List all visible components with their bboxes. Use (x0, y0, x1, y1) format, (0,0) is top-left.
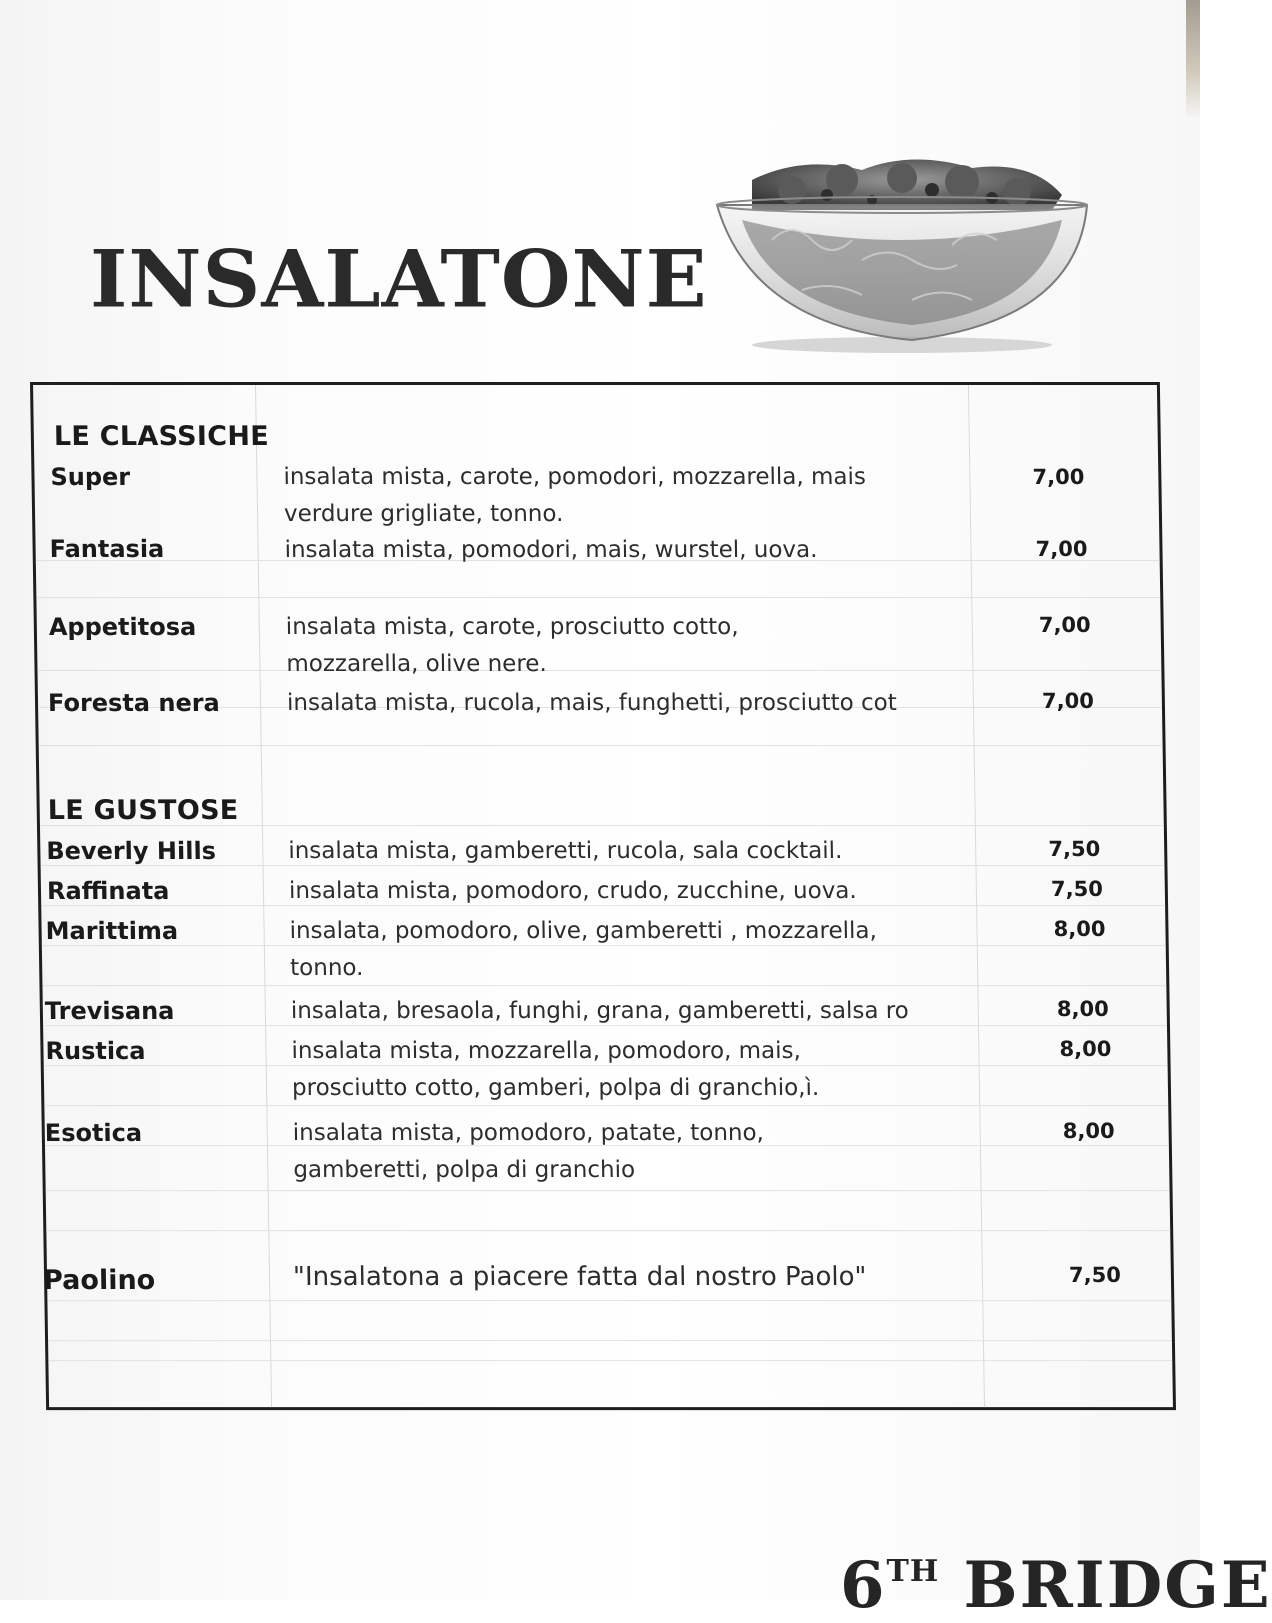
description-line: insalata mista, gamberetti, rucola, sala cocktail. (288, 838, 843, 865)
brand-word: BRIDGE (963, 1548, 1272, 1623)
item-description (284, 532, 964, 569)
item-description (291, 993, 979, 1030)
description-line: verdure grigliate, tonno. (283, 501, 564, 528)
item-description (289, 913, 976, 987)
description-line: insalata mista, carote, pomodori, mozzarella, mais (283, 464, 867, 491)
item-price: 7,00 (1035, 537, 1088, 562)
row-divider (36, 597, 1160, 598)
item-name-foresta-nera: Foresta nera (47, 689, 220, 718)
description-line: insalata mista, mozzarella, pomodoro, mais, (291, 1038, 802, 1065)
description-line: prosciutto cotto, gamberi, polpa di granchio,ì. (291, 1075, 820, 1102)
item-description (292, 1115, 979, 1189)
row-divider (39, 745, 1163, 746)
item-name-appetitosa: Appetitosa (48, 613, 197, 642)
item-price: 8,00 (1062, 1119, 1115, 1144)
menu-title: INSALATONE (90, 232, 708, 326)
section-heading-gustose: LE GUSTOSE (47, 795, 239, 827)
description-line: gamberetti, polpa di granchio (293, 1157, 636, 1184)
item-name-super: Super (50, 463, 131, 492)
row-divider (48, 1360, 1172, 1361)
item-description (287, 685, 973, 722)
description-line: insalata mista, pomodori, mais, wurstel, uova. (284, 537, 818, 564)
brand-logo (840, 1548, 1272, 1623)
item-name-rustica: Rustica (45, 1037, 146, 1066)
item-price: 7,50 (1048, 837, 1101, 862)
section-heading-classiche: LE CLASSICHE (53, 421, 270, 453)
item-price-paolino: 7,50 (1068, 1263, 1122, 1288)
item-description-paolino: "Insalatona a piacere fatta dal nostro Paolo" (292, 1262, 867, 1293)
item-price: 7,50 (1050, 877, 1104, 902)
item-name-esotica: Esotica (44, 1119, 143, 1148)
brand-number: 6 (840, 1548, 887, 1623)
description-line: insalata mista, pomodoro, crudo, zucchine, uova. (288, 878, 857, 905)
item-description (291, 1033, 978, 1107)
item-name-marittima: Marittima (45, 917, 179, 946)
item-description (288, 833, 974, 870)
description-line: insalata mista, pomodoro, patate, tonno, (292, 1120, 765, 1147)
description-line: insalata mista, rucola, mais, funghetti, prosciutto cot (286, 690, 897, 717)
item-name-paolino: Paolino (42, 1265, 156, 1297)
row-divider (46, 1230, 1170, 1231)
item-price: 7,00 (1032, 465, 1085, 490)
description-line: insalata, bresaola, funghi, grana, gamberetti, salsa ro (290, 998, 909, 1025)
row-divider (48, 1340, 1172, 1341)
item-description (286, 609, 967, 683)
item-name-trevisana: Trevisana (44, 997, 175, 1026)
item-name-raffinata: Raffinata (46, 877, 170, 906)
description-line: insalata, pomodoro, olive, gamberetti , mozzarella, (289, 918, 878, 945)
description-line: mozzarella, olive nere. (286, 651, 547, 678)
item-name-fantasia: Fantasia (49, 535, 165, 564)
item-description (289, 873, 975, 910)
item-description (283, 459, 964, 533)
row-divider (47, 1300, 1171, 1301)
item-price: 8,00 (1053, 917, 1106, 942)
item-price: 8,00 (1056, 997, 1109, 1022)
item-price: 7,00 (1038, 613, 1091, 638)
row-divider (46, 1190, 1170, 1191)
brand-suffix: TH (886, 1554, 940, 1589)
item-price: 8,00 (1059, 1037, 1112, 1062)
column-divider (255, 385, 272, 1407)
item-price: 7,00 (1041, 689, 1095, 714)
item-name-beverly-hills: Beverly Hills (46, 837, 217, 866)
description-line: insalata mista, carote, prosciutto cotto, (285, 614, 739, 641)
description-line: tonno. (289, 955, 364, 982)
table-edge (1186, 0, 1200, 120)
salad-bowl-image (712, 150, 1092, 360)
menu-table (30, 382, 1176, 1410)
